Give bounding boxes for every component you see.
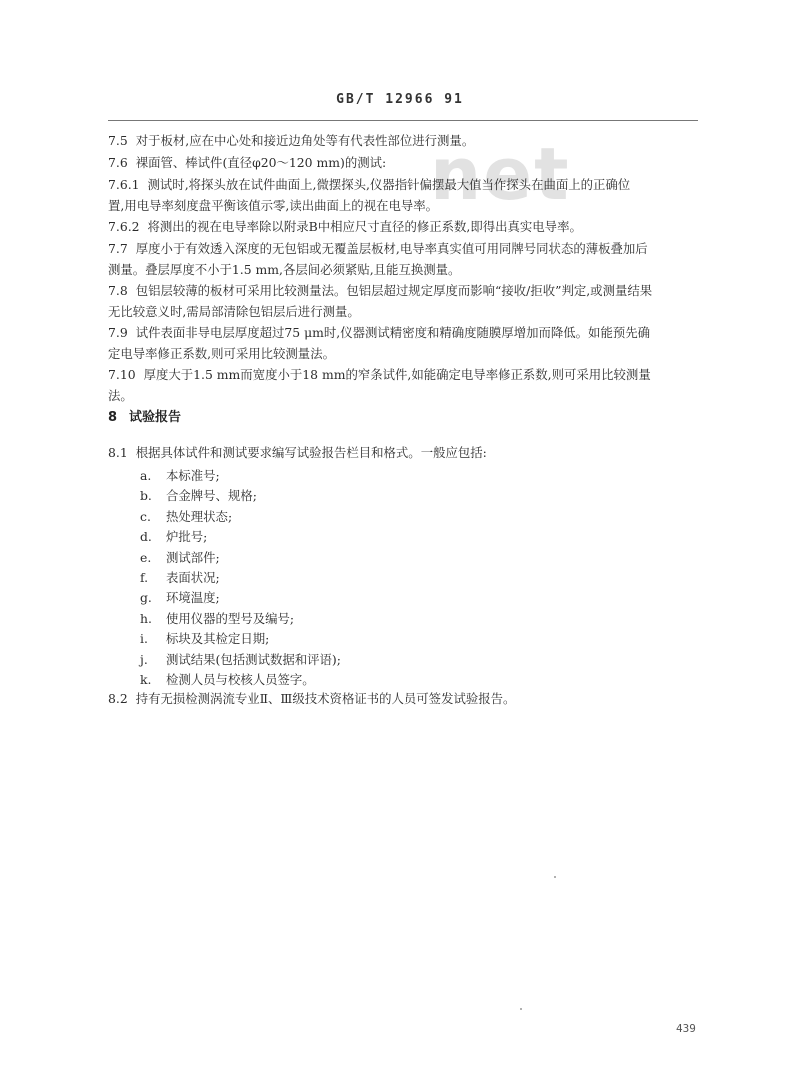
- clause-7-6-1-continuation: 置,用电导率刻度盘平衡该值示零,读出曲面上的视在电导率。: [108, 198, 439, 213]
- clause-number: 7.7: [108, 241, 128, 256]
- clause-8-1: [108, 442, 708, 464]
- clause-number: 7.8: [108, 283, 128, 298]
- clause-7-7: [108, 238, 708, 260]
- list-item: [140, 466, 220, 484]
- list-item-text: 合金牌号、规格;: [166, 488, 257, 504]
- clause-text: 包铝层较薄的板材可采用比较测量法。包铝层超过规定厚度而影响“接收/拒收”判定,或测量结果: [135, 283, 653, 298]
- clause-number: 7.9: [108, 325, 128, 340]
- list-item-letter: e.: [140, 549, 152, 565]
- section-title: 试验报告: [129, 410, 182, 425]
- list-item-text: 热处理状态;: [166, 508, 233, 524]
- clause-7-8-continuation: 无比较意义时,需局部清除包铝层后进行测量。: [108, 304, 360, 319]
- clause-7-10-continuation: 法。: [108, 388, 133, 403]
- clause-text: 根据具体试件和测试要求编写试验报告栏目和格式。一般应包括:: [135, 445, 487, 460]
- list-item-text: 本标准号;: [166, 468, 220, 483]
- list-item-text: 环境温度;: [166, 590, 220, 606]
- list-item-letter: j.: [140, 651, 148, 667]
- clause-number: 8.1: [108, 445, 128, 460]
- list-item: [140, 527, 207, 545]
- clause-text: 厚度大于1.5 mm而宽度小于18 mm的窄条试件,如能确定电导率修正系数,则可采用比较测量: [143, 367, 651, 382]
- list-item: [140, 588, 220, 606]
- clause-number: 7.10: [108, 367, 136, 382]
- list-item-letter: b.: [140, 488, 152, 504]
- list-item-text: 标块及其检定日期;: [166, 631, 270, 647]
- clause-text: 将测出的视在电导率除以附录B中相应尺寸直径的修正系数,即得出真实电导率。: [147, 219, 582, 234]
- clause-7-5: [108, 130, 708, 152]
- clause-text: 持有无损检测涡流专业Ⅱ、Ⅲ级技术资格证书的人员可签发试验报告。: [135, 691, 516, 706]
- list-item-text: 表面状况;: [166, 570, 220, 585]
- list-item-letter: a.: [140, 468, 152, 483]
- list-item-text: 测试结果(包括测试数据和评语);: [166, 651, 341, 667]
- clause-text: 试件表面非导电层厚度超过75 μm时,仪器测试精密度和精确度随膜厚增加而降低。如能预先确: [135, 325, 651, 340]
- clause-number: 7.6.2: [108, 219, 140, 234]
- clause-7-6-2: [108, 216, 708, 238]
- list-item-letter: i.: [140, 631, 148, 647]
- list-item: [140, 507, 232, 525]
- clause-7-8: [108, 280, 708, 302]
- page-header: GB/T 12966 91: [336, 92, 464, 107]
- list-item-letter: f.: [140, 570, 149, 585]
- list-item: [140, 609, 294, 627]
- list-item-text: 炉批号;: [166, 529, 208, 545]
- list-item: [140, 486, 257, 504]
- list-item-letter: g.: [140, 590, 152, 606]
- clause-text: 裸面管、棒试件(直径φ20～120 mm)的测试:: [135, 155, 387, 170]
- scan-speck: [554, 876, 556, 878]
- clause-number: 7.6: [108, 155, 128, 170]
- clause-number: 8.2: [108, 691, 128, 706]
- list-item-letter: h.: [140, 610, 152, 626]
- list-item-text: 测试部件;: [166, 549, 220, 565]
- section-heading: [108, 406, 181, 425]
- page-number: 439: [676, 1022, 696, 1035]
- list-item-letter: c.: [140, 508, 151, 524]
- list-item: [140, 650, 341, 668]
- clause-text: 厚度小于有效透入深度的无包铝或无覆盖层板材,电导率真实值可用同牌号同状态的薄板叠加后: [135, 241, 648, 256]
- list-item-text: 检测人员与校核人员签字。: [166, 672, 315, 687]
- clause-7-10: [108, 364, 708, 386]
- list-item-letter: k.: [140, 672, 152, 687]
- watermark: net: [430, 132, 571, 216]
- scan-speck: [520, 1008, 522, 1010]
- clause-text: 测试时,将探头放在试件曲面上,微摆探头,仪器指针偏摆最大值当作探头在曲面上的正确位: [147, 177, 631, 192]
- list-item-letter: d.: [140, 529, 152, 545]
- clause-7-9: [108, 322, 708, 344]
- list-item: [140, 670, 315, 688]
- list-item: [140, 548, 220, 566]
- clause-text: 对于板材,应在中心处和接近边角处等有代表性部位进行测量。: [135, 133, 475, 148]
- clause-7-9-continuation: 定电导率修正系数,则可采用比较测量法。: [108, 346, 335, 361]
- list-item-text: 使用仪器的型号及编号;: [166, 610, 295, 626]
- clause-7-6: [108, 152, 708, 174]
- section-number: 8: [108, 410, 118, 425]
- list-item: [140, 568, 220, 586]
- header-divider: [108, 120, 698, 121]
- list-item: [140, 629, 269, 647]
- clause-7-6-1: [108, 174, 708, 196]
- clause-8-2: [108, 688, 708, 710]
- clause-number: 7.5: [108, 133, 128, 148]
- clause-number: 7.6.1: [108, 177, 140, 192]
- clause-7-7-continuation: 测量。叠层厚度不小于1.5 mm,各层间必须紧贴,且能互换测量。: [108, 262, 461, 277]
